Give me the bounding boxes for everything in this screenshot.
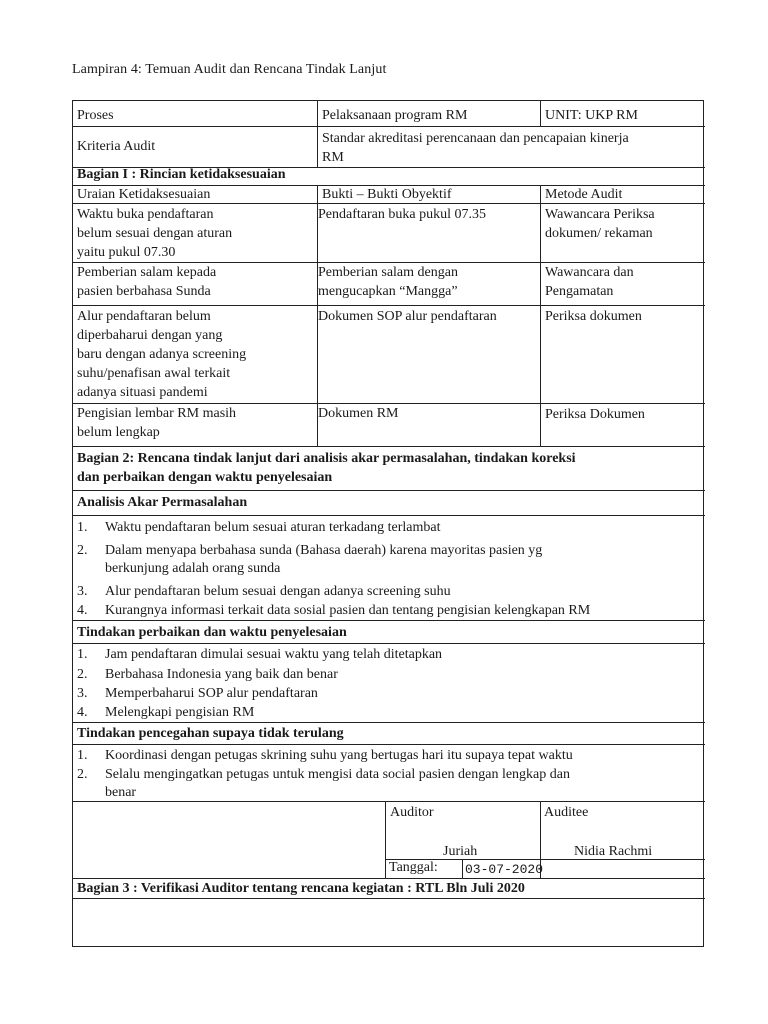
analisis-title: Analisis Akar Permasalahan <box>77 495 248 510</box>
row3-uraian: suhu/penafisan awal terkait <box>77 366 231 381</box>
analisis-item: berkunjung adalah orang sunda <box>105 561 281 576</box>
row4-uraian: Pengisian lembar RM masih <box>77 406 237 421</box>
proses-label: Proses <box>77 108 114 123</box>
row4-metode: Periksa Dokumen <box>545 407 645 422</box>
row3-bukti: Dokumen SOP alur pendaftaran <box>318 309 497 324</box>
row2-metode: Pengamatan <box>545 284 614 299</box>
list-number: 3. <box>77 584 88 599</box>
tanggal-label: Tanggal: <box>389 860 438 875</box>
list-number: 4. <box>77 705 88 720</box>
pencegahan-item: benar <box>105 785 137 800</box>
pencegahan-item: Koordinasi dengan petugas skrining suhu yang bertugas hari itu supaya tepat waktu <box>105 748 573 763</box>
auditor-label: Auditor <box>390 805 434 820</box>
row4-uraian: belum lengkap <box>77 425 160 440</box>
analisis-item: Waktu pendaftaran belum sesuai aturan terkadang terlambat <box>105 520 441 535</box>
auditee-name: Nidia Rachmi <box>574 844 653 859</box>
row3-uraian: baru dengan adanya screening <box>77 347 247 362</box>
row3-uraian: adanya situasi pandemi <box>77 385 208 400</box>
bagian1-title: Bagian I : Rincian ketidaksesuaian <box>77 167 286 182</box>
column-bukti: Bukti – Bukti Obyektif <box>322 187 452 202</box>
row2-bukti: mengucapkan “Mangga” <box>318 284 458 299</box>
perbaikan-title: Tindakan perbaikan dan waktu penyelesaian <box>77 625 347 640</box>
column-metode: Metode Audit <box>545 187 623 202</box>
proses-value: Pelaksanaan program RM <box>322 108 468 123</box>
bagian2-title-line2: dan perbaikan dengan waktu penyelesaian <box>77 470 333 485</box>
list-number: 1. <box>77 520 88 535</box>
pencegahan-title: Tindakan pencegahan supaya tidak terulang <box>77 726 344 741</box>
row3-uraian: Alur pendaftaran belum <box>77 309 211 324</box>
perbaikan-item: Berbahasa Indonesia yang baik dan benar <box>105 667 338 682</box>
analisis-item: Alur pendaftaran belum sesuai dengan adanya screening suhu <box>105 584 451 599</box>
analisis-item: Kurangnya informasi terkait data sosial pasien dan tentang pengisian kelengkapan RM <box>105 603 591 618</box>
row1-uraian: yaitu pukul 07.30 <box>77 245 176 260</box>
list-number: 1. <box>77 748 88 763</box>
row1-metode: dokumen/ rekaman <box>545 226 653 241</box>
unit-value: UNIT: UKP RM <box>545 108 638 123</box>
perbaikan-item: Jam pendaftaran dimulai sesuai waktu yang telah ditetapkan <box>105 647 443 662</box>
list-number: 3. <box>77 686 88 701</box>
row1-metode: Wawancara Periksa <box>545 207 655 222</box>
row3-metode: Periksa dokumen <box>545 309 642 324</box>
tanggal-value: 03-07-2020 <box>465 862 544 877</box>
row1-uraian: Waktu buka pendaftaran <box>77 207 214 222</box>
row2-bukti: Pemberian salam dengan <box>318 265 458 280</box>
list-number: 1. <box>77 647 88 662</box>
perbaikan-item: Memperbaharui SOP alur pendaftaran <box>105 686 318 701</box>
list-number: 2. <box>77 767 88 782</box>
row2-uraian: Pemberian salam kepada <box>77 265 217 280</box>
kriteria-value-line2: RM <box>322 150 344 165</box>
pencegahan-item: Selalu mengingatkan petugas untuk mengisi data social pasien dengan lengkap dan <box>105 767 570 782</box>
kriteria-value-line1: Standar akreditasi perencanaan dan pencapaian kinerja <box>322 131 629 146</box>
row1-uraian: belum sesuai dengan aturan <box>77 226 233 241</box>
list-number: 2. <box>77 543 88 558</box>
audit-form-table <box>72 100 704 947</box>
row1-bukti: Pendaftaran buka pukul 07.35 <box>318 207 486 222</box>
list-number: 4. <box>77 603 88 618</box>
row2-metode: Wawancara dan <box>545 265 634 280</box>
analisis-item: Dalam menyapa berbahasa sunda (Bahasa daerah) karena mayoritas pasien yg <box>105 543 543 558</box>
list-number: 2. <box>77 667 88 682</box>
auditee-label: Auditee <box>544 805 589 820</box>
document-title: Lampiran 4: Temuan Audit dan Rencana Tindak Lanjut <box>72 62 387 77</box>
row3-uraian: diperbaharui dengan yang <box>77 328 223 343</box>
column-uraian: Uraian Ketidaksesuaian <box>77 187 211 202</box>
perbaikan-item: Melengkapi pengisian RM <box>105 705 255 720</box>
row4-bukti: Dokumen RM <box>318 406 399 421</box>
bagian2-title-line1: Bagian 2: Rencana tindak lanjut dari analisis akar permasalahan, tindakan koreksi <box>77 451 576 466</box>
bagian3-title: Bagian 3 : Verifikasi Auditor tentang rencana kegiatan : RTL Bln Juli 2020 <box>77 881 525 896</box>
kriteria-label: Kriteria Audit <box>77 139 156 154</box>
row2-uraian: pasien berbahasa Sunda <box>77 284 211 299</box>
auditor-name: Juriah <box>443 844 478 859</box>
